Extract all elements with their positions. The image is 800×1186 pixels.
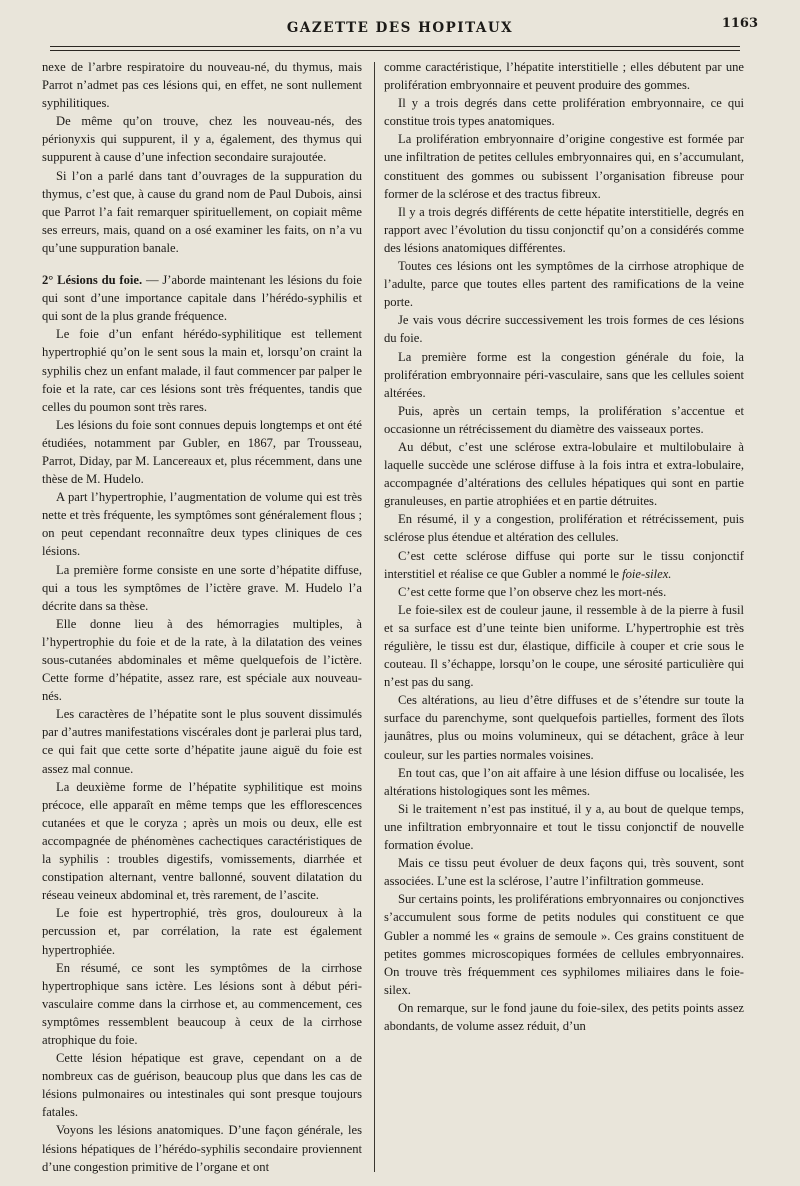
paragraph: Il y a trois degrés dans cette prolifération embryonnaire, ce qui constitue trois types anatomiques.	[384, 96, 744, 129]
paragraph: En résumé, ce sont les symptômes de la cirrhose hypertrophique sans ictère. Les lésions sont à début péri-vasculaire comme dans la cirrhose et, au commencement, ces symptômes ressemblent beaucoup à ceux de la cirrhose atrophique du foie.	[42, 960, 362, 1047]
paragraph: Si le traitement n’est pas institué, il y a, au bout de quelque temps, une infiltration embryonnaire et tout le tissu conjonctif de nouvelle formation évolue.	[384, 801, 744, 853]
paragraph: Le foie est hypertrophié, très gros, douloureux à la percussion et, par corrélation, la rate est également hypertrophiée.	[42, 906, 362, 957]
paragraph: Si l’on a parlé dans tant d’ouvrages de la suppuration du thymus, c’est que, à cause du grand nom de Paul Dubois, ainsi que Parrot l’a fait remarquer spirituellement, on copiait même ses erreurs, mais, quand on a osé examiner les faits, on n’a vu qu’une suppuration banale.	[42, 168, 362, 255]
paragraph: Les lésions du foie sont connues depuis longtemps et ont été étudiées, notamment par Gubler, en 1867, par Trousseau, Parrot, Diday, par M. Lancereaux et, plus récemment, dans une thèse de M. Hudelo.	[42, 417, 362, 487]
paragraph: En résumé, il y a congestion, prolifération et rétrécissement, puis sclérose plus étendue et altération des cellules.	[384, 512, 744, 545]
paragraph: Elle donne lieu à des hémorragies multiples, à l’hypertrophie du foie et de la rate, à la dilatation des veines sous-cutanées abdominales et même quelquefois de l’ictère. Cette forme d’hépatite, assez rare, est spéciale aux nouveau-nés.	[42, 616, 362, 704]
left-column	[42, 58, 362, 1178]
right-column	[384, 58, 744, 1178]
header-rule	[50, 46, 740, 47]
paragraph: Ces altérations, au lieu d’être diffuses et de s’étendre sur toute la surface du parenchyme, sont quelquefois partielles, forment des îlots jaunâtres, plus ou moins volumineux, qui se détachent, grâce à leur couleur, sur les parties normales voisines.	[384, 693, 744, 762]
paragraph: La première forme est la congestion générale du foie, la prolifération embryonnaire péri-vasculaire, sans que les cellules soient altérées.	[384, 349, 744, 400]
paragraph: La première forme consiste en une sorte d’hépatite diffuse, qui a tous les symptômes de l’ictère grave. M. Hudelo l’a décrite dans sa thèse.	[42, 562, 362, 613]
paragraph: Le foie d’un enfant hérédo-syphilitique est tellement hypertrophié qu’on le sent sous la main et, lorsqu’on craint la syphilis chez un enfant malade, il faut commencer par palper le foie et la rate, car ces lésions sont très fréquentes, tandis que celles du poumon sont très rares.	[42, 327, 362, 414]
paragraph: En tout cas, que l’on ait affaire à une lésion diffuse ou localisée, les altérations histologiques sont les mêmes.	[384, 765, 744, 798]
paragraph: Les caractères de l’hépatite sont le plus souvent dissimulés par d’autres manifestations viscérales dont je parlerai plus tard, ce qui fait que cette sorte d’hépatite jaune aiguë du foie est assez mal connue.	[42, 707, 362, 776]
paragraph	[384, 547, 744, 583]
paragraph: Voyons les lésions anatomiques. D’une façon générale, les lésions hépatiques de l’hérédo-syphilis secondaire proviennent d’une congestion primitive de l’organe et ont	[42, 1123, 362, 1174]
paragraph: De même qu’on trouve, chez les nouveau-nés, des périonyxis qui suppurent, il y a, également, des thymus qui suppurent à cause d’une infection secondaire surajoutée.	[42, 114, 362, 165]
journal-title: GAZETTE DES HOPITAUX	[286, 20, 514, 36]
page-header	[40, 14, 760, 42]
paragraph: comme caractéristique, l’hépatite interstitielle ; elles débutent par une prolifération embryonnaire et peuvent produire des gommes.	[384, 60, 744, 93]
page-number: 1163	[721, 16, 758, 31]
paragraph: Sur certains points, les proliférations embryonnaires ou conjonctives s’accumulent sous forme de petits nodules qui constituent ce que Gubler a nommé les « grains de semoule ». Ces grains constituent de petites gommes microscopiques formées de cellules embryonnaires. On trouve très fréquemment ces syphilomes miliaires dans le foie-silex.	[384, 892, 744, 997]
paragraph: Mais ce tissu peut évoluer de deux façons qui, très souvent, sont associées. L’une est la sclérose, l’autre l’infiltration gommeuse.	[384, 856, 744, 889]
paragraph: A part l’hypertrophie, l’augmentation de volume qui est très nette et très fréquente, les symptômes sont généralement flous ; on peut cependant reconnaître deux types cliniques de ces lésions.	[42, 490, 362, 559]
italic-term: foie-silex.	[622, 566, 672, 581]
paragraph: nexe de l’arbre respiratoire du nouveau-né, du thymus, mais Parrot n’admet pas ces lésions qui, en effet, ne sont nullement syphilitiques.	[42, 60, 362, 111]
paragraph: On remarque, sur le fond jaune du foie-silex, des petits points assez abondants, de volume assez réduit, d’un	[384, 1000, 744, 1033]
paragraph: Le foie-silex est de couleur jaune, il ressemble à de la pierre à fusil et sa surface est d’une teinte bien uniforme. L’hypertrophie est très régulière, le tissu est dur, élastique, difficile à couper et crie sous le couteau. Il s’échappe, lorsqu’on le coupe, une sérosité particulière qui n’est pas du sang.	[384, 602, 744, 690]
paragraph: Puis, après un certain temps, la prolifération s’accentue et occasionne un rétrécissement du diamètre des vaisseaux portes.	[384, 403, 744, 436]
paragraph: C’est cette forme que l’on observe chez les mort-nés.	[398, 584, 667, 599]
paragraph: Cette lésion hépatique est grave, cependant on a de nombreux cas de guérison, beaucoup plus que dans les cas de lésions pulmonaires ou intestinales qui sont presque toujours fatales.	[42, 1051, 362, 1120]
paragraph-text: — J’aborde maintenant les lésions du foie qui sont d’une importance capitale dans l’hérédo-syphilis et qui sont de la plus grande fréquence.	[42, 273, 362, 324]
paragraph: Je vais vous décrire successivement les trois formes de ces lésions du foie.	[384, 313, 744, 346]
paragraph: Il y a trois degrés différents de cette hépatite interstitielle, degrés en rapport avec l’évolution du tissu conjonctif qu’on a considérés comme des lésions anatomiques différentes.	[384, 204, 744, 255]
section-heading: 2° Lésions du foie.	[42, 273, 143, 288]
paragraph-text: C’est cette sclérose diffuse qui porte sur le tissu conjonctif interstitiel et réalise ce que Gubler a nommé le	[384, 548, 744, 581]
paragraph: La deuxième forme de l’hépatite syphilitique est moins précoce, elle apparaît en même temps que les efflorescences cutanées et que le coryza ; après un mois ou deux, elle est accompagnée de phénomènes cachectiques caractéristiques de la syphilis : troubles digestifs, vomissements, diarrhée et constipation alternant, ventre ballonné, souvent dilatation du réseau veineux abdominal et, très rarement, de l’ascite.	[42, 779, 362, 903]
column-divider	[374, 62, 375, 1172]
header-rule-thin	[50, 50, 740, 51]
paragraph: Toutes ces lésions ont les symptômes de la cirrhose atrophique de l’adulte, parce que toutes elles partent des ramifications de la veine porte.	[384, 259, 744, 310]
paragraph: Au début, c’est une sclérose extra-lobulaire et multilobulaire à laquelle succède une sclérose diffuse à la fois intra et extra-lobulaire, accompagnée d’altérations des cellules hépatiques qui sont en partie granuleuses, en partie atrophiées et en partie détruites.	[384, 439, 744, 509]
paragraph: La prolifération embryonnaire d’origine congestive est formée par une infiltration de petites cellules embryonnaires qui, en s’accumulant, constituent des gommes ou subissent l’organisation fibreuse pour former de la sclérose et des tractus fibreux.	[384, 132, 744, 201]
